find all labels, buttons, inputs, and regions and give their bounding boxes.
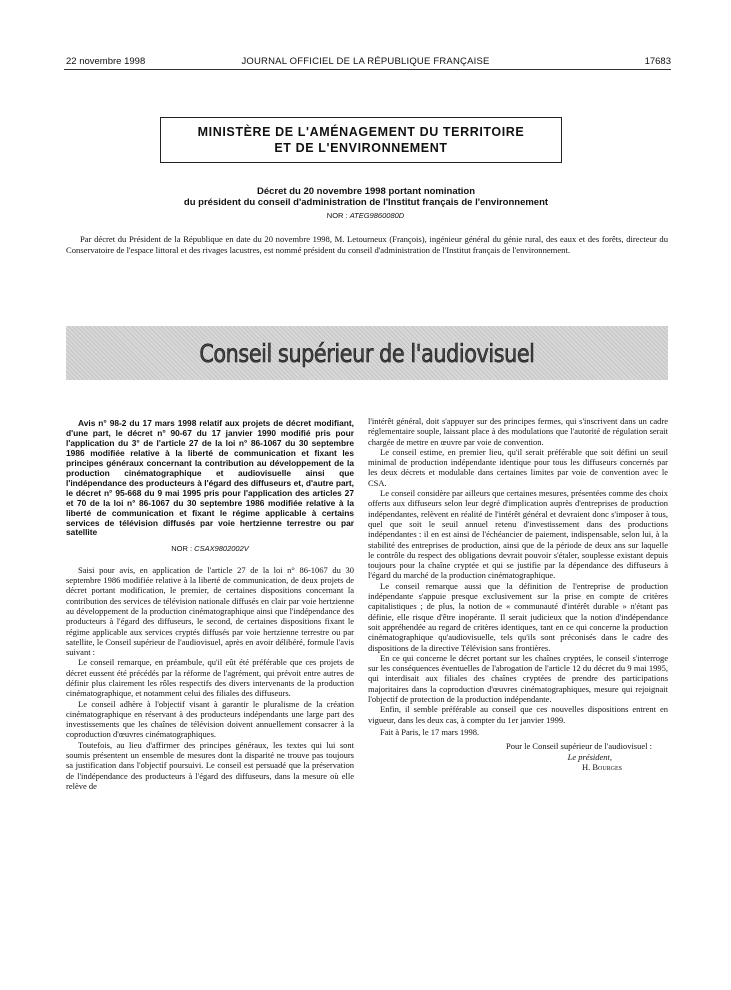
ministry-line-2: ET DE L'ENVIRONNEMENT <box>274 141 448 155</box>
signature-line-1: Pour le Conseil supérieur de l'audiovisuel : <box>505 741 652 752</box>
decree-title-line-1: Décret du 20 novembre 1998 portant nomination <box>256 186 476 197</box>
column-right <box>368 416 668 772</box>
section-banner <box>66 326 668 380</box>
journal-title: JOURNAL OFFICIEL DE LA RÉPUBLIQUE FRANÇAISE <box>241 56 490 67</box>
decree-nor-code: ATEG9860080D <box>349 211 405 220</box>
paragraph: Le conseil remarque aussi que la définition de l'entreprise de production indépendante s'appuie presque exclusivement sur la prise en compte de critères capitalistiques ; de plus, la notion de « communauté d'intérêt durable » n'étant pas définie, elle risque d'être inopérante. Il serait judicieux que la notion d'indépendance soit appréhendée au regard de critères identiques, tant en ce qui concerne la production cinématographique qu'audiovisuelle, tels qu'ils sont préconisés dans le cadre des dispositions de la directive Télévision sans frontières. <box>368 580 668 653</box>
paragraph: Enfin, il semble préférable au conseil que ces nouvelles dispositions entrent en vigueur, dans les deux cas, à compter du 1er janvier 1999. <box>368 704 668 725</box>
column-left <box>66 419 354 791</box>
paragraph-date-place: Fait à Paris, le 17 mars 1998. <box>380 726 480 737</box>
avis-nor <box>66 544 354 554</box>
running-header <box>0 56 731 70</box>
paragraph: Toutefois, au lieu d'affirmer des principes généraux, les textes qui lui sont soumis présentent un ensemble de mesures dont la disparité ne trouve pas toujours sa justification dans l'objectif poursuivi. Le conseil est persuadé que la préservation de l'indépendance des producteurs à l'égard des diffuseurs, dans la mesure où elle relève de <box>66 739 354 791</box>
paragraph: Le conseil considère par ailleurs que certaines mesures, présentées comme des choix offerts aux diffuseurs selon leur degré d'implication auprès d'entreprises de production indépendantes, relèvent en réalité de l'intérêt général et devraient donc s'imposer à tous, quel que soit le seuil annuel retenu d'investissement dans des productions indépendantes : il en est ainsi de l'échéancier de paiement, indispensable, selon lui, à la stabilité des entreprises de production, ainsi que de la période de deux ans sur laquelle le contrôle du respect des obligations devrait pouvoir s'étaler, souplesse existant depuis toujours pour la chaîne cryptée et qui se justifie par la dépendance des diffuseurs à l'égard du marché de la production cinématographique. <box>368 488 668 581</box>
signature-block <box>368 741 668 772</box>
header-rule <box>64 69 671 70</box>
page-number: 17683 <box>644 56 671 67</box>
decree-title-line-2: du président du conseil d'administration de l'Institut français de l'environnement <box>183 197 549 208</box>
avis-nor-code: CSAX9802002V <box>194 544 249 554</box>
signature-line-2: Le président, <box>567 751 612 762</box>
section-title: Conseil supérieur de l'audiovisuel <box>199 338 535 368</box>
paragraph: l'intérêt général, doit s'appuyer sur des principes fermes, qui s'inscrivent dans un cadre réglementaire souple, laissant place à des modulations que l'autorité de régulation serait chargée de mettre en œuvre par voie de convention. <box>368 416 668 447</box>
paragraph: Le conseil adhère à l'objectif visant à garantir le pluralisme de la création cinématographique en réservant à des producteurs indépendants une large part des investissements que les chaînes de télévision doivent annuellement consacrer à la coproduction d'œuvres cinématographiques. <box>66 698 354 740</box>
paragraph: Saisi pour avis, en application de l'article 27 de la loi n° 86-1067 du 30 septembre 1986 modifiée relative à la liberté de communication, de deux projets de décret portant modification, le premier, de certaines dispositions concernant la contribution des services de télévision nationale diffusés en clair par voie hertzienne au développement de la production cinématographique ainsi que l'indépendance des producteurs à l'égard des diffuseurs, le second, de certaines dispositions fixant le régime applicable aux services cryptés diffusés par voie hertzienne terrestre ou par satellite, le Conseil supérieur de l'audiovisuel, après en avoir délibéré, formule l'avis suivant : <box>66 564 354 658</box>
avis-title: Avis n° 98-2 du 17 mars 1998 relatif aux projets de décret modifiant, d'une part, le décret n° 90-67 du 17 janvier 1990 modifié pris pour l'application du 3° de l'article 27 de la loi n° 86-1067 du 30 septembre 1986 modifiée relative à la liberté de communication et fixant les principes généraux concernant la contribution au développement de la production cinématographique et audiovisuelle ainsi que l'indépendance des producteurs à l'égard des diffuseurs et, d'autre part, le décret n° 95-668 du 9 mai 1995 pris pour l'application des articles 27 et 70 de la loi n° 86-1067 du 30 septembre 1986 modifiée relative à la liberté de communication et fixant le régime applicable à certains services de télévision diffusés par voie hertzienne terrestre ou par satellite <box>66 418 354 538</box>
decree-nor-label: NOR : <box>326 211 348 220</box>
paragraph: En ce qui concerne le décret portant sur les chaînes cryptées, le conseil s'interroge sur les conséquences éventuelles de l'abrogation de l'article 12 du décret du 9 mai 1995, qui interdisait aux filiales des chaînes cryptées de prendre des participations majoritaires dans la coproduction d'œuvres cinématographiques, mesure qui rejoignait l'objectif de protection de la production indépendante. <box>368 652 668 705</box>
paragraph: Le conseil estime, en premier lieu, qu'il serait préférable que soit défini un seuil minimal de production indépendante identique pour tous les diffuseurs concernés par les deux décrets et modulable dans certaines limites par voie de convention avec le CSA. <box>368 446 668 488</box>
decree-title <box>66 186 666 208</box>
paragraph: Le conseil remarque, en préambule, qu'il eût été préférable que ces projets de décret eussent été précédés par la réforme de l'agrément, qui prévoit entre autres de définir plus clairement les rôles respectifs des divers intervenants de la production cinématographique, et notamment celui des filiales des diffuseurs. <box>66 657 354 699</box>
header-date: 22 novembre 1998 <box>66 56 146 67</box>
ministry-box <box>160 117 562 163</box>
avis-nor-label: NOR : <box>171 544 193 554</box>
signature-line-3: H. Bourges <box>581 761 622 772</box>
ministry-line-1: MINISTÈRE DE L'AMÉNAGEMENT DU TERRITOIRE <box>197 125 525 139</box>
decree-body: Par décret du Président de la République en date du 20 novembre 1998, M. Letourneux (François), ingénieur général du génie rural, des eaux et des forêts, directeur du Conservatoire de l'espace littoral et des rivages lacustres, est nommé président du conseil d'administration de l'Institut français de l'environnement. <box>66 234 668 256</box>
decree-nor <box>0 211 731 220</box>
